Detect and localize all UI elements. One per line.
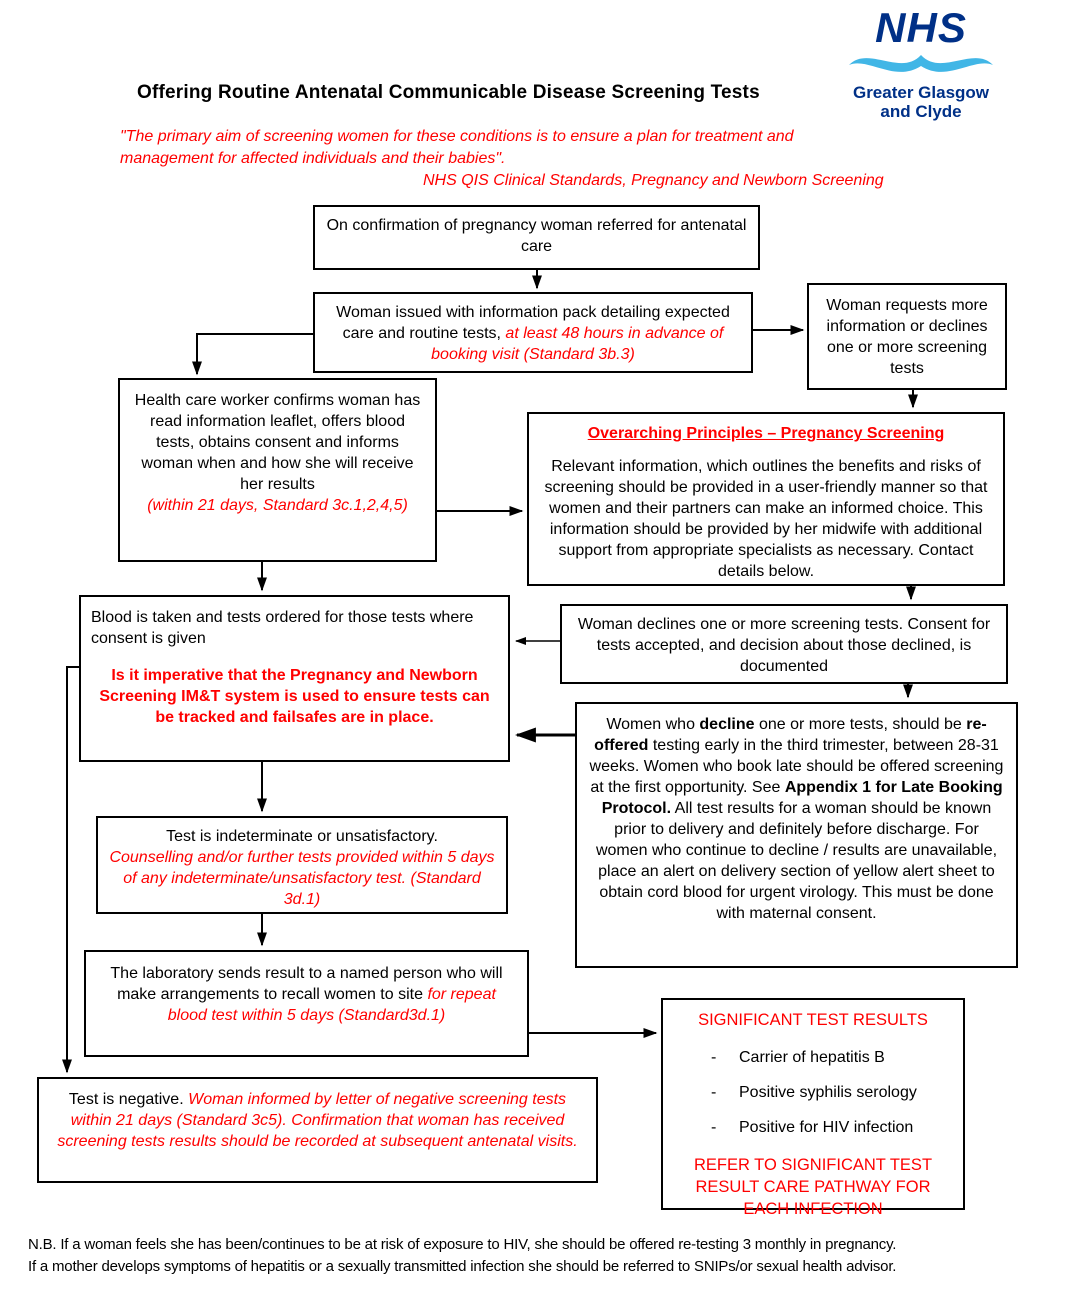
flow-box-negative-test xyxy=(37,1077,598,1183)
footnote-line-1: N.B. If a woman feels she has been/continues to be at risk of exposure to HIV, she should be offered re-testing 3 monthly in pregnancy. xyxy=(28,1236,897,1253)
significant-results-title: SIGNIFICANT TEST RESULTS xyxy=(698,1011,928,1029)
significant-result-item: - Carrier of hepatitis B xyxy=(711,1049,885,1066)
flow-box-indeterminate-test xyxy=(96,816,508,914)
flow-box-blood-taken xyxy=(79,595,510,762)
text-segment: at least 48 hours in advance of booking visit (Standard 3b.3) xyxy=(431,325,724,363)
nhs-region-line-1: Greater Glasgow xyxy=(852,83,990,102)
arrow-blood-to-negative xyxy=(67,667,79,1072)
flow-box-laboratory-recall xyxy=(84,950,529,1057)
significant-results-footer: REFER TO SIGNIFICANT TEST RESULT CARE PATHWAY FOR EACH INFECTION xyxy=(693,1156,933,1218)
nhs-logo-text: NHS xyxy=(875,4,967,51)
flow-box-more-info-request xyxy=(807,283,1007,390)
text-segment: All test results for a woman should be known prior to delivery and definitely before discharge. For women who continue to decline / results are unavailable, place an alert on delivery section of yellow alert sheet to obtain cord blood for urgent virology. This must be done with maternal consent. xyxy=(595,800,998,922)
flow-box-info-pack xyxy=(313,292,753,373)
text-segment: testing early in the third trimester, between 28-31 weeks. Women who book late should be offered screening at the first opportunity. See xyxy=(589,737,1004,796)
text-segment: for repeat blood test within 5 days (Standard3d.1) xyxy=(167,986,496,1024)
text-segment: decline xyxy=(699,716,755,733)
flow-box-hcw-confirms xyxy=(118,378,437,562)
significant-results-list xyxy=(673,1047,953,1138)
quote-line-2: management for affected individuals and their babies". xyxy=(120,150,506,167)
flow-box-declines-documented xyxy=(560,604,1008,684)
text-segment: Is it imperative that the Pregnancy and Newborn Screening IM&T system is used to ensure tests can be tracked and failsafes are in place. xyxy=(99,667,490,726)
text-segment: Relevant information, which outlines the benefits and risks of screening should be provided in a user-friendly manner so that women and their partners can make an informed choice. This information should be provided by her midwife with additional support from appropriate specialists as necessary. Contact details below. xyxy=(544,458,988,580)
arrow-info-pack-to-hcw xyxy=(197,334,313,374)
text-segment: Health care worker confirms woman has read information leaflet, offers blood tests, obtains consent and informs woman when and how she will receive her results xyxy=(134,392,421,493)
overarching-title: Overarching Principles – Pregnancy Screening xyxy=(587,425,945,442)
text-segment: (within 21 days, Standard 3c.1,2,4,5) xyxy=(147,497,408,514)
text-segment: Test is negative. xyxy=(68,1091,189,1108)
flow-box-overarching-principles xyxy=(527,412,1005,586)
text-segment: Counselling and/or further tests provided within 5 days of any indeterminate/unsatisfactory test. (Standard 3d.1) xyxy=(109,849,495,908)
page-title: Offering Routine Antenatal Communicable Disease Screening Tests xyxy=(137,82,760,103)
text-segment: Woman informed by letter of negative screening tests within 21 days (Standard 3c5). Confirmation that woman has received screening tests results should be recorded at subsequent antenatal visits. xyxy=(57,1091,578,1150)
text-segment: Woman declines one or more screening tests. Consent for tests accepted, and decision about those declined, is documented xyxy=(577,616,991,675)
text-segment: Woman requests more information or declines one or more screening tests xyxy=(826,297,988,377)
significant-result-item: - Positive syphilis serology xyxy=(711,1084,917,1101)
significant-result-item: - Positive for HIV infection xyxy=(711,1119,914,1136)
nhs-region-line-2: and Clyde xyxy=(880,102,962,121)
quote-line-1: "The primary aim of screening women for these conditions is to ensure a plan for treatment and xyxy=(120,128,794,145)
text-segment: Appendix 1 for Late Booking Protocol. xyxy=(601,779,1003,817)
quote-attribution: NHS QIS Clinical Standards, Pregnancy and Newborn Screening xyxy=(423,172,884,189)
text-segment: one or more tests, should be xyxy=(754,716,967,733)
flow-box-reoffer-testing xyxy=(575,702,1018,968)
text-segment: Woman issued with information pack detailing expected care and routine tests, xyxy=(336,304,730,342)
text-segment: The laboratory sends result to a named person who will make arrangements to recall women to site xyxy=(110,965,503,1003)
flow-box-referral xyxy=(313,205,760,270)
text-segment: Blood is taken and tests ordered for those tests where consent is given xyxy=(91,609,474,647)
text-segment: re-offered xyxy=(594,716,987,754)
text-segment: Test is indeterminate or unsatisfactory. xyxy=(166,828,438,845)
text-segment: Women who xyxy=(606,716,700,733)
flow-box-significant-results xyxy=(661,998,965,1218)
footnote-line-2: If a mother develops symptoms of hepatitis or a sexually transmitted infection she should be referred to SNIPs/or sexual health advisor. xyxy=(28,1258,897,1275)
text-segment: On confirmation of pregnancy woman referred for antenatal care xyxy=(326,217,747,255)
